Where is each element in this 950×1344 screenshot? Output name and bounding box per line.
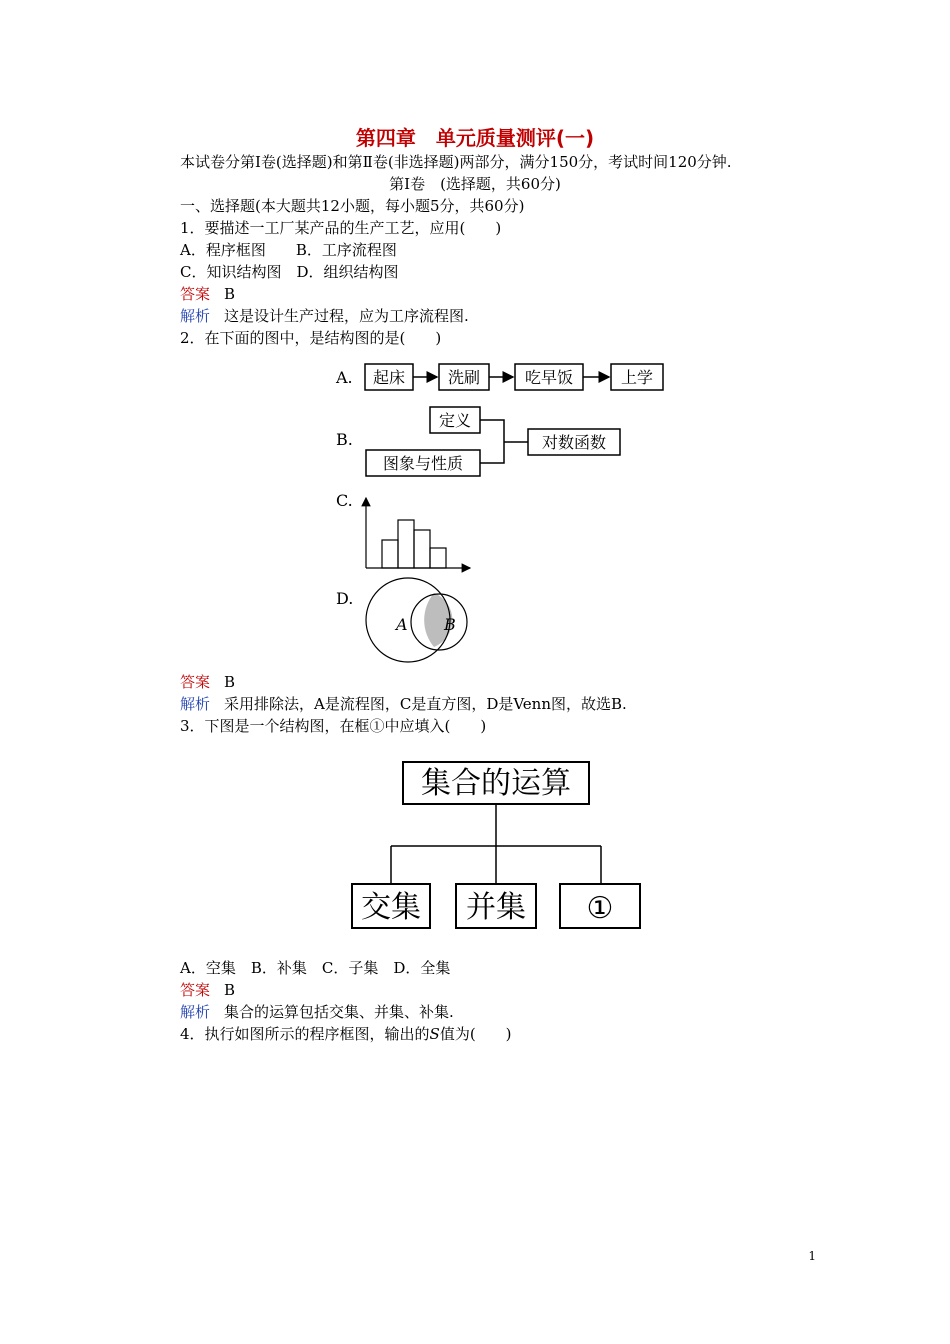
svg-text:①: ① <box>586 891 614 926</box>
q3-stem: 3．下图是一个结构图，在框①中应填入( ) <box>180 717 487 735</box>
svg-text:B: B <box>444 615 456 634</box>
q2-figure <box>320 350 676 666</box>
answer-value: B <box>224 981 236 999</box>
section-heading: 一、选择题(本大题共12小题，每小题5分，共60分) <box>180 197 525 215</box>
q1-stem: 1．要描述一工厂某产品的生产工艺，应用( ) <box>180 219 502 237</box>
q3-figure <box>330 738 666 954</box>
answer-label: 答案 <box>180 981 211 999</box>
intro-text: 本试卷分第Ⅰ卷(选择题)和第Ⅱ卷(非选择题)两部分，满分150分，考试时间120分钟. <box>180 153 732 171</box>
svg-text:起床: 起床 <box>372 368 406 387</box>
flow-box-1 <box>365 364 413 390</box>
flow-box-3 <box>515 364 583 390</box>
explanation-label: 解析 <box>180 695 211 713</box>
svg-text:洗刷: 洗刷 <box>447 368 481 387</box>
explanation-text: 这是设计生产过程，应为工序流程图. <box>224 307 469 325</box>
svg-text:图象与性质: 图象与性质 <box>382 454 464 473</box>
structure-child-intersection <box>352 884 430 928</box>
q3-answer <box>180 980 235 1000</box>
struct-box-definition <box>430 407 480 433</box>
q3-explanation <box>180 1002 454 1022</box>
q1-options-2: C．知识结构图 D．组织结构图 <box>180 263 399 281</box>
option-b-label: B. <box>336 430 353 449</box>
q1-answer <box>180 284 235 304</box>
q4-stem-variable: S <box>429 1025 440 1043</box>
explanation-text: 集合的运算包括交集、并集、补集. <box>224 1003 454 1021</box>
structure-root-box <box>403 762 589 804</box>
svg-text:A: A <box>396 615 408 634</box>
option-d-label: D. <box>336 589 354 608</box>
q3-options: A．空集 B．补集 C．子集 D．全集 <box>180 959 451 977</box>
svg-text:吃早饭: 吃早饭 <box>524 368 574 387</box>
q2-answer <box>180 672 235 692</box>
q2-stem: 2．在下面的图中，是结构图的是( ) <box>180 329 442 347</box>
q4-stem-prefix: 4．执行如图所示的程序框图，输出的 <box>180 1025 430 1043</box>
struct-box-log-function <box>528 429 620 455</box>
explanation-label: 解析 <box>180 1003 211 1021</box>
q1-options-1: A．程序框图 B．工序流程图 <box>180 241 397 259</box>
svg-text:定义: 定义 <box>438 411 472 430</box>
explanation-label: 解析 <box>180 307 211 325</box>
q4-stem <box>180 1024 512 1044</box>
answer-label: 答案 <box>180 285 211 303</box>
svg-text:对数函数: 对数函数 <box>541 433 607 452</box>
venn-diagram <box>366 578 467 662</box>
document-title: 第四章 单元质量测评(一) <box>355 126 595 150</box>
q1-explanation <box>180 306 469 326</box>
answer-label: 答案 <box>180 673 211 691</box>
option-c-label: C. <box>336 491 353 510</box>
svg-text:并集: 并集 <box>466 890 526 925</box>
struct-box-graph-properties <box>366 450 480 476</box>
svg-text:上学: 上学 <box>620 368 654 387</box>
svg-text:交集: 交集 <box>361 890 421 925</box>
page-number: 1 <box>808 1249 816 1263</box>
histogram <box>366 498 470 568</box>
structure-child-blank <box>560 884 640 928</box>
explanation-text: 采用排除法，A是流程图，C是直方图，D是Venn图，故选B. <box>224 695 627 713</box>
structure-child-union <box>456 884 536 928</box>
svg-text:集合的运算: 集合的运算 <box>421 766 571 801</box>
answer-value: B <box>224 285 236 303</box>
part1-heading: 第Ⅰ卷 (选择题，共60分) <box>389 175 561 193</box>
q4-stem-suffix: 值为( ) <box>439 1025 512 1043</box>
option-a-label: A. <box>336 368 353 387</box>
flow-box-4 <box>611 364 663 390</box>
flow-box-2 <box>439 364 489 390</box>
q2-explanation <box>180 694 627 714</box>
answer-value: B <box>224 673 236 691</box>
